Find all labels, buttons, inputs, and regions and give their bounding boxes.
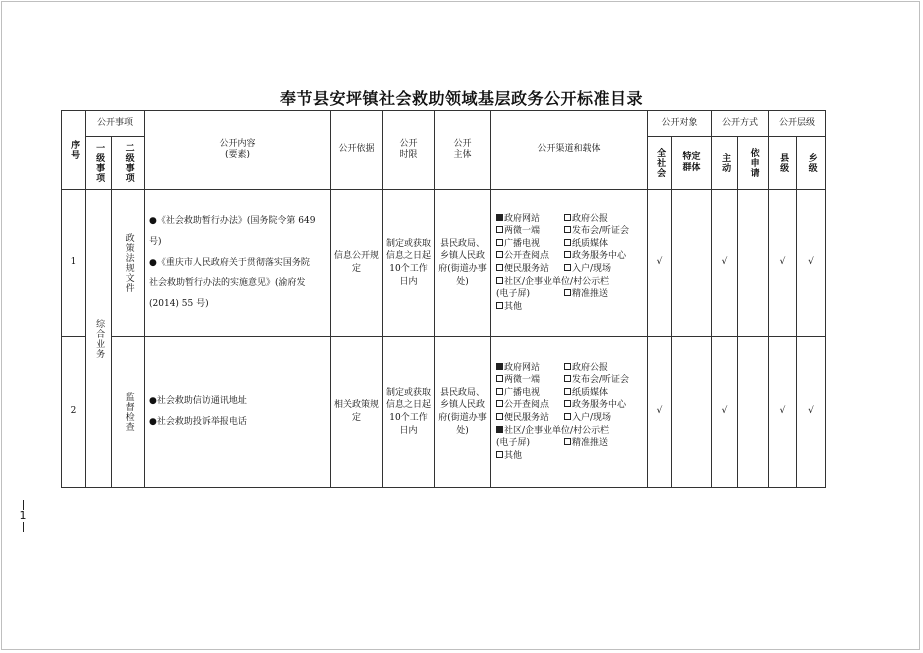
unchecked-box-icon [564, 363, 571, 370]
level-county-cell: √ [769, 190, 797, 337]
channel-label: (电子屏) [496, 289, 531, 300]
unchecked-box-icon [496, 239, 503, 246]
seq-cell: 2 [62, 337, 86, 488]
unchecked-box-icon [564, 388, 571, 395]
level-town-header: 乡级 [797, 137, 826, 190]
unchecked-box-icon [496, 277, 503, 284]
checked-box-icon [496, 363, 503, 370]
channel-option [564, 387, 644, 400]
page-number: 1 [16, 500, 30, 532]
level-header: 公开层级 [769, 111, 826, 137]
content-cell: ●《社会救助暂行办法》(国务院令第 649 号) ●《重庆市人民政府关于贯彻落实国务院 社会救助暂行办法的实施意见》(渝府发 (2014) 55 号) [145, 190, 331, 337]
unchecked-box-icon [564, 239, 571, 246]
channel-label: 两微一端 [504, 226, 541, 237]
unchecked-box-icon [564, 226, 571, 233]
time-limit-cell: 制定或获取信息之日起10个工作日内 [383, 337, 435, 488]
channel-option [496, 263, 564, 276]
level2-cell: 政策法规文件 [112, 190, 145, 337]
channel-label: 政府网站 [504, 362, 541, 373]
channel-label: 政务服务中心 [572, 400, 627, 411]
unchecked-box-icon [564, 438, 571, 445]
channel-option [564, 250, 644, 263]
level2-cell: 监督检查 [112, 337, 145, 488]
unchecked-box-icon [564, 375, 571, 382]
channel-label: 纸质媒体 [572, 238, 609, 249]
unchecked-box-icon [496, 451, 503, 458]
unchecked-box-icon [564, 289, 571, 296]
level-county-cell: √ [769, 337, 797, 488]
target-all-cell: √ [648, 190, 672, 337]
channel-option [496, 238, 564, 251]
channel-label: 政府公报 [572, 213, 609, 224]
unchecked-box-icon [496, 251, 503, 258]
channel-option [496, 450, 564, 463]
channel-label: 广播电视 [504, 387, 541, 398]
channel-label: 发布会/听证会 [572, 375, 630, 386]
checked-box-icon [496, 214, 503, 221]
channel-option [496, 250, 564, 263]
unchecked-box-icon [496, 375, 503, 382]
unchecked-box-icon [496, 388, 503, 395]
level2-header: 二级事项 [112, 137, 145, 190]
content-cell: ●社会救助信访通讯地址 ●社会救助投诉举报电话 [145, 337, 331, 488]
channel-label: 便民服务站 [504, 413, 550, 423]
unchecked-box-icon [496, 226, 503, 233]
channel-option [496, 399, 564, 412]
channel-option [564, 263, 644, 276]
target-all-header: 全社会 [648, 137, 672, 190]
channel-option [496, 276, 644, 289]
channel-label: 纸质媒体 [572, 387, 609, 398]
basis-cell: 相关政策规定 [331, 337, 383, 488]
channel-label: 入户/现场 [572, 413, 612, 423]
table-row [62, 337, 826, 488]
level1-header: 一级事项 [86, 137, 112, 190]
time-limit-cell: 制定或获取信息之日起10个工作日内 [383, 190, 435, 337]
channel-label: 精准推送 [572, 289, 609, 300]
unchecked-box-icon [496, 413, 503, 420]
channel-option [496, 425, 644, 438]
unchecked-box-icon [496, 302, 503, 309]
channel-label: 入户/现场 [572, 264, 612, 274]
channel-label: 便民服务站 [504, 264, 550, 274]
seq-cell: 1 [62, 190, 86, 337]
basis-cell: 信息公开规定 [331, 190, 383, 337]
channel-option [564, 412, 644, 425]
method-request-header: 依申请 [738, 137, 769, 190]
time-limit-header: 公开 时限 [383, 111, 435, 190]
items-header: 公开事项 [86, 111, 145, 137]
catalog-table [61, 110, 826, 488]
channel-label: 政府公报 [572, 362, 609, 373]
target-header: 公开对象 [648, 111, 712, 137]
channel-label: 其他 [504, 450, 523, 461]
unchecked-box-icon [564, 214, 571, 221]
subject-cell: 县民政局、乡镇人民政府(街道办事处) [435, 190, 491, 337]
channel-option [496, 412, 564, 425]
channel-label: 政务服务中心 [572, 251, 627, 262]
seq-header: 序号 [62, 111, 86, 190]
content-header: 公开内容 (要素) [145, 111, 331, 190]
channel-option [496, 301, 564, 314]
unchecked-box-icon [564, 251, 571, 258]
channel-list [496, 213, 642, 314]
channel-option [564, 213, 644, 226]
channels-cell [491, 337, 648, 488]
channel-option [496, 374, 564, 387]
basis-header: 公开依据 [331, 111, 383, 190]
checked-box-icon [496, 426, 503, 433]
subject-cell: 县民政局、乡镇人民政府(街道办事处) [435, 337, 491, 488]
method-request-cell [738, 190, 769, 337]
channel-label: 社区/企事业单位/村公示栏 [504, 425, 610, 436]
channel-label: 公开查阅点 [504, 400, 550, 411]
unchecked-box-icon [564, 413, 571, 420]
channel-label: 发布会/听证会 [572, 226, 630, 237]
channels-header: 公开渠道和载体 [491, 111, 648, 190]
channel-option [564, 399, 644, 412]
channel-option [564, 374, 644, 387]
method-active-cell: √ [712, 337, 738, 488]
channel-option [496, 288, 564, 301]
page-number-dash-bottom [23, 522, 24, 532]
subject-header: 公开 主体 [435, 111, 491, 190]
header-row-1 [62, 111, 826, 137]
target-specific-cell [672, 337, 712, 488]
method-request-cell [738, 337, 769, 488]
method-header: 公开方式 [712, 111, 769, 137]
unchecked-box-icon [496, 264, 503, 271]
target-all-cell: √ [648, 337, 672, 488]
level1-cell: 综合业务 [86, 190, 112, 488]
channel-option [496, 362, 564, 375]
channel-label: 公开查阅点 [504, 251, 550, 262]
channel-option [564, 238, 644, 251]
channel-option [496, 437, 564, 450]
method-active-cell: √ [712, 190, 738, 337]
unchecked-box-icon [564, 400, 571, 407]
target-specific-cell [672, 190, 712, 337]
unchecked-box-icon [496, 400, 503, 407]
channel-option [496, 213, 564, 226]
level-town-cell: √ [797, 190, 826, 337]
table-row [62, 190, 826, 337]
channel-label: (电子屏) [496, 438, 531, 449]
channel-option [564, 437, 644, 450]
level-town-cell: √ [797, 337, 826, 488]
channel-label: 精准推送 [572, 438, 609, 449]
method-active-header: 主动 [712, 137, 738, 190]
channel-option [496, 387, 564, 400]
channel-label: 两微一端 [504, 375, 541, 386]
channel-label: 政府网站 [504, 213, 541, 224]
unchecked-box-icon [564, 264, 571, 271]
channel-label: 社区/企事业单位/村公示栏 [504, 276, 610, 287]
channel-option [564, 225, 644, 238]
channel-list [496, 362, 642, 463]
target-specific-header: 特定群体 [672, 137, 712, 190]
channels-cell [491, 190, 648, 337]
channel-option [496, 225, 564, 238]
channel-label: 其他 [504, 301, 523, 312]
channel-label: 广播电视 [504, 238, 541, 249]
channel-option [564, 288, 644, 301]
document-title: 奉节县安坪镇社会救助领域基层政务公开标准目录 [279, 89, 643, 108]
level-county-header: 县级 [769, 137, 797, 190]
channel-option [564, 362, 644, 375]
